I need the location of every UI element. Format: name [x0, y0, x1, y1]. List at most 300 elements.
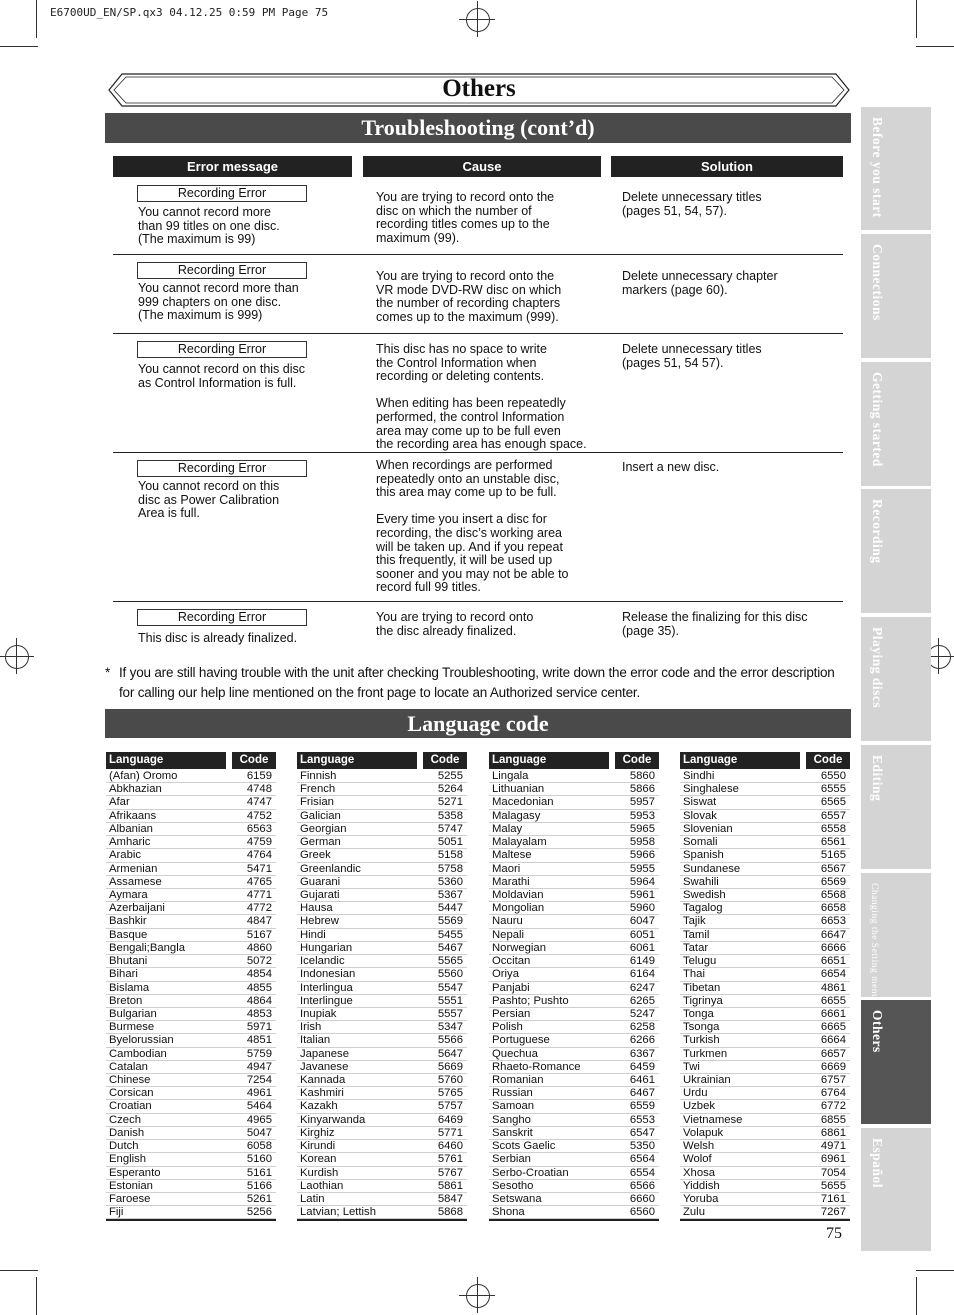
- language-name: Abkhazian: [109, 783, 162, 796]
- table-row: [489, 995, 659, 1008]
- language-name: Maltese: [492, 849, 532, 862]
- table-row: [680, 929, 850, 942]
- language-code-value: 5551: [437, 994, 463, 1007]
- table-row: [297, 955, 467, 968]
- side-tab-1[interactable]: [861, 234, 931, 358]
- language-name: Croatian: [109, 1100, 152, 1113]
- table-row: [106, 876, 276, 889]
- table-row: [106, 955, 276, 968]
- error-message-box: Recording Error: [137, 262, 307, 279]
- footnote: [105, 663, 850, 703]
- language-code-value: 5464: [246, 1100, 272, 1113]
- language-name: Czech: [109, 1113, 142, 1126]
- registration-mark-icon: [466, 1284, 490, 1308]
- language-name: Dutch: [109, 1140, 139, 1153]
- language-name: Wolof: [683, 1153, 712, 1166]
- language-code-value: 6555: [820, 783, 846, 796]
- language-code-value: 6560: [629, 1206, 655, 1219]
- error-description: This disc is already finalized.: [138, 631, 298, 645]
- table-row: [489, 1167, 659, 1180]
- language-code-value: 6047: [629, 915, 655, 928]
- language-name: Russian: [492, 1087, 533, 1100]
- language-name: Lithuanian: [492, 783, 545, 796]
- language-code-value: 6563: [246, 822, 272, 835]
- language-name: Gujarati: [300, 888, 340, 901]
- language-code-value: 7161: [820, 1193, 846, 1205]
- language-code-value: 4855: [246, 981, 272, 994]
- language-name: Javanese: [300, 1060, 349, 1073]
- table-row: [680, 982, 850, 995]
- language-name: Romanian: [492, 1074, 544, 1087]
- language-name: Malay: [492, 822, 523, 835]
- error-description: You cannot record on this disc as Control Information is full.: [138, 362, 306, 390]
- language-name: Interlingua: [300, 981, 353, 994]
- table-row: [297, 1153, 467, 1166]
- table-row: [113, 262, 843, 332]
- language-code-value: 5960: [629, 902, 655, 915]
- language-name: Telugu: [683, 955, 717, 968]
- language-name: Shona: [492, 1206, 525, 1219]
- language-code-value: 5761: [437, 1153, 463, 1166]
- solution-text: Delete unnecessary titles (pages 51, 54, 57).: [622, 190, 762, 218]
- language-code-value: 6772: [820, 1100, 846, 1113]
- language-name: Danish: [109, 1126, 145, 1139]
- language-name: Basque: [109, 928, 148, 941]
- language-name: Scots Gaelic: [492, 1140, 556, 1153]
- language-code-value: 5360: [437, 875, 463, 888]
- language-code-value: 6258: [629, 1021, 655, 1034]
- table-row: [680, 955, 850, 968]
- language-code-value: 6764: [820, 1087, 846, 1100]
- language-code-value: 6265: [629, 994, 655, 1007]
- table-row: [680, 849, 850, 862]
- language-name: Sesotho: [492, 1179, 534, 1192]
- language-name: Interlingue: [300, 994, 353, 1007]
- language-code-value: 5965: [629, 822, 655, 835]
- language-name: Uzbek: [683, 1100, 716, 1113]
- language-name: Fiji: [109, 1206, 124, 1219]
- table-row: [297, 929, 467, 942]
- language-name: Armenian: [109, 862, 158, 875]
- language-name: Sangho: [492, 1113, 531, 1126]
- language-code-value: 6647: [820, 928, 846, 941]
- language-name: Xhosa: [683, 1166, 716, 1179]
- table-row: [680, 1100, 850, 1113]
- side-tab-2[interactable]: [861, 362, 931, 486]
- language-name: Tajik: [683, 915, 706, 928]
- language-code-value: 5966: [629, 849, 655, 862]
- error-description: You cannot record more than 99 titles on one disc. (The maximum is 99): [138, 205, 280, 247]
- table-row: [106, 849, 276, 862]
- language-name: Urdu: [683, 1087, 708, 1100]
- language-code-value: 6557: [820, 809, 846, 822]
- language-code-value: 5158: [437, 849, 463, 862]
- language-code-value: 4847: [246, 915, 272, 928]
- table-row: [106, 783, 276, 796]
- language-code-value: 6568: [820, 888, 846, 901]
- language-name: Panjabi: [492, 981, 530, 994]
- table-row: [297, 836, 467, 849]
- cause-text: You are trying to record onto the disc on which the number of recording titles comes up to the maximum (99).: [376, 190, 555, 245]
- table-row: [113, 185, 843, 251]
- table-row: [680, 942, 850, 955]
- language-name: Laothian: [300, 1179, 344, 1192]
- table-row: [489, 783, 659, 796]
- language-code-value: 5958: [629, 836, 655, 849]
- table-row: [106, 929, 276, 942]
- table-row: [680, 1167, 850, 1180]
- language-code-value: 5255: [437, 770, 463, 782]
- language-code-value: 6550: [820, 770, 846, 782]
- title-banner: [108, 73, 850, 107]
- table-row: [297, 876, 467, 889]
- language-name: Norwegian: [492, 941, 547, 954]
- table-row: [297, 1087, 467, 1100]
- language-code-value: 6561: [820, 836, 846, 849]
- language-name: Guarani: [300, 875, 341, 888]
- language-name: Bhutani: [109, 955, 148, 968]
- language-code-value: 6566: [629, 1179, 655, 1192]
- language-code-value: 5866: [629, 783, 655, 796]
- language-code-value: 4752: [246, 809, 272, 822]
- language-name: Mongolian: [492, 902, 545, 915]
- language-code-value: 5471: [246, 862, 272, 875]
- table-row: [106, 1021, 276, 1034]
- side-tab-label: Others: [870, 1010, 885, 1053]
- table-row: [489, 1140, 659, 1153]
- table-row: [106, 1127, 276, 1140]
- language-code-value: 5961: [629, 888, 655, 901]
- table-row: [680, 1206, 850, 1219]
- language-code-value: 6459: [629, 1060, 655, 1073]
- language-name: Portuguese: [492, 1034, 550, 1047]
- table-row: [489, 1180, 659, 1193]
- table-row: [106, 1100, 276, 1113]
- language-code-value: 5957: [629, 796, 655, 809]
- language-name: Burmese: [109, 1021, 155, 1034]
- language-code-value: 5347: [437, 1021, 463, 1034]
- language-code-value: 5557: [437, 1007, 463, 1020]
- language-code-value: 5655: [820, 1179, 846, 1192]
- table-row: [489, 1008, 659, 1021]
- table-row: [489, 1021, 659, 1034]
- language-code-value: 6665: [820, 1021, 846, 1034]
- language-code-value: 6051: [629, 928, 655, 941]
- language-name: Kirundi: [300, 1140, 336, 1153]
- language-code-value: 5447: [437, 902, 463, 915]
- language-name: Persian: [492, 1007, 531, 1020]
- language-code-value: 5765: [437, 1087, 463, 1100]
- table-row: [106, 1034, 276, 1047]
- table-row: [297, 849, 467, 862]
- error-message-box: Recording Error: [137, 185, 307, 202]
- table-row: [106, 1140, 276, 1153]
- language-code-value: 4764: [246, 849, 272, 862]
- table-row: [680, 876, 850, 889]
- language-code-value: 6554: [629, 1166, 655, 1179]
- side-tab-6[interactable]: [861, 873, 931, 1000]
- language-code-value: 5868: [437, 1206, 463, 1219]
- side-tab-8[interactable]: [861, 1128, 931, 1251]
- language-code-value: 6558: [820, 822, 846, 835]
- language-code-value: 6567: [820, 862, 846, 875]
- language-code-value: 6469: [437, 1113, 463, 1126]
- language-name: Hebrew: [300, 915, 339, 928]
- language-name: Kinyarwanda: [300, 1113, 366, 1126]
- language-name: Yoruba: [683, 1193, 719, 1205]
- language-name: Rhaeto-Romance: [492, 1060, 581, 1073]
- language-name: Assamese: [109, 875, 162, 888]
- footnote-marker: *: [105, 665, 111, 680]
- language-code-value: 4864: [246, 994, 272, 1007]
- table-row: [489, 955, 659, 968]
- side-tab-0[interactable]: [861, 107, 931, 230]
- table-row: [680, 810, 850, 823]
- language-code-value: 6460: [437, 1140, 463, 1153]
- language-code-value: 4965: [246, 1113, 272, 1126]
- table-row: [680, 783, 850, 796]
- language-name: (Afan) Oromo: [109, 770, 178, 782]
- language-code-value: 5760: [437, 1074, 463, 1087]
- side-tab-7[interactable]: [861, 1000, 931, 1124]
- table-row: [680, 902, 850, 915]
- language-code-value: 6247: [629, 981, 655, 994]
- language-code-value: 5953: [629, 809, 655, 822]
- language-code-value: 6658: [820, 902, 846, 915]
- language-name: Faroese: [109, 1193, 151, 1205]
- language-code-value: 5771: [437, 1126, 463, 1139]
- language-name: Latvian; Lettish: [300, 1206, 376, 1219]
- table-row: [297, 1127, 467, 1140]
- table-row: [680, 1061, 850, 1074]
- language-name: Greenlandic: [300, 862, 361, 875]
- language-code-value: 6661: [820, 1007, 846, 1020]
- table-row: [297, 1021, 467, 1034]
- language-code-value: 7054: [820, 1166, 846, 1179]
- registration-mark-icon: [5, 645, 29, 669]
- language-code-value: 6149: [629, 955, 655, 968]
- language-name: Swahili: [683, 875, 719, 888]
- table-row: [297, 863, 467, 876]
- language-name: Tamil: [683, 928, 710, 941]
- language-code-value: 5167: [246, 928, 272, 941]
- table-row: [106, 823, 276, 836]
- table-row: [297, 889, 467, 902]
- column-header-cause: Cause: [363, 156, 601, 177]
- table-row: [680, 823, 850, 836]
- table-row: [489, 1114, 659, 1127]
- language-code-value: 6559: [629, 1100, 655, 1113]
- language-name: Breton: [109, 994, 143, 1007]
- language-name: Siswat: [683, 796, 717, 809]
- row-divider: [113, 333, 843, 334]
- language-code-value: 7254: [246, 1074, 272, 1087]
- crop-mark: [916, 0, 917, 38]
- table-row: [489, 1206, 659, 1219]
- language-name: Bihari: [109, 968, 138, 981]
- table-row: [680, 1180, 850, 1193]
- language-table-body: [489, 770, 659, 1221]
- row-divider: [113, 254, 843, 255]
- table-row: [297, 796, 467, 809]
- table-row: [297, 823, 467, 836]
- table-row: [106, 902, 276, 915]
- language-table: [489, 752, 659, 1221]
- language-code-value: 5165: [820, 849, 846, 862]
- table-row: [106, 1061, 276, 1074]
- table-row: [297, 915, 467, 928]
- language-name: Kurdish: [300, 1166, 339, 1179]
- table-row: [106, 1206, 276, 1219]
- table-row: [680, 1193, 850, 1206]
- table-row: [680, 836, 850, 849]
- table-row: [680, 1140, 850, 1153]
- table-row: [680, 889, 850, 902]
- language-name: Zulu: [683, 1206, 705, 1219]
- language-name: Sindhi: [683, 770, 715, 782]
- language-name: Inupiak: [300, 1007, 337, 1020]
- language-table-header: [489, 752, 659, 770]
- language-name: Bislama: [109, 981, 150, 994]
- language-name: Latin: [300, 1193, 325, 1205]
- troubleshooting-heading: Troubleshooting (cont’d): [105, 113, 851, 143]
- language-name: Azerbaijani: [109, 902, 165, 915]
- table-row: [297, 982, 467, 995]
- language-name: Galician: [300, 809, 341, 822]
- language-name: Tagalog: [683, 902, 723, 915]
- table-row: [297, 942, 467, 955]
- table-row: [680, 1021, 850, 1034]
- side-tab-label: Before you start: [870, 117, 885, 218]
- side-tab-5[interactable]: [861, 745, 931, 869]
- language-name: Estonian: [109, 1179, 153, 1192]
- language-name: Esperanto: [109, 1166, 161, 1179]
- code-header: Code: [806, 752, 850, 769]
- language-code-value: 5358: [437, 809, 463, 822]
- language-header: Language: [297, 752, 417, 769]
- table-row: [297, 968, 467, 981]
- language-code-value: 5160: [246, 1153, 272, 1166]
- column-header-solution: Solution: [611, 156, 843, 177]
- language-code-value: 5861: [437, 1179, 463, 1192]
- language-code-value: 5847: [437, 1193, 463, 1205]
- table-row: [113, 341, 843, 452]
- language-code-value: 6266: [629, 1034, 655, 1047]
- table-row: [680, 968, 850, 981]
- language-name: Vietnamese: [683, 1113, 743, 1126]
- language-table-header: [297, 752, 467, 770]
- row-divider: [113, 601, 843, 602]
- language-name: Singhalese: [683, 783, 739, 796]
- crop-mark: [0, 1270, 38, 1271]
- table-row: [489, 770, 659, 783]
- table-row: [489, 915, 659, 928]
- language-code-value: 4765: [246, 875, 272, 888]
- language-code-value: 6654: [820, 968, 846, 981]
- language-name: Marathi: [492, 875, 530, 888]
- table-row: [680, 1008, 850, 1021]
- language-code-value: 5467: [437, 941, 463, 954]
- language-name: Afrikaans: [109, 809, 157, 822]
- language-code-value: 5647: [437, 1047, 463, 1060]
- language-code-value: 5261: [246, 1193, 272, 1205]
- language-name: Samoan: [492, 1100, 535, 1113]
- table-row: [106, 1048, 276, 1061]
- table-row: [106, 863, 276, 876]
- language-name: Byelorussian: [109, 1034, 174, 1047]
- table-row: [489, 1193, 659, 1206]
- code-header: Code: [423, 752, 467, 769]
- language-code-value: 5367: [437, 888, 463, 901]
- language-code-value: 6367: [629, 1047, 655, 1060]
- table-row: [489, 876, 659, 889]
- side-tab-4[interactable]: [861, 617, 931, 741]
- table-row: [297, 1048, 467, 1061]
- error-description: You cannot record more than 999 chapters on one disc. (The maximum is 999): [138, 281, 299, 323]
- table-row: [680, 1153, 850, 1166]
- language-name: Tsonga: [683, 1021, 720, 1034]
- crop-mark: [916, 46, 954, 47]
- solution-text: Insert a new disc.: [622, 460, 720, 474]
- side-tab-3[interactable]: [861, 489, 931, 613]
- language-name: Lingala: [492, 770, 529, 782]
- language-code-value: 5565: [437, 955, 463, 968]
- table-row: [106, 796, 276, 809]
- language-code-value: 4861: [820, 981, 846, 994]
- language-code-value: 4772: [246, 902, 272, 915]
- cause-text: You are trying to record onto the disc already finalized.: [376, 610, 534, 638]
- language-code-heading: Language code: [105, 709, 851, 738]
- table-row: [680, 1048, 850, 1061]
- language-name: French: [300, 783, 336, 796]
- language-name: English: [109, 1153, 147, 1166]
- language-name: Malagasy: [492, 809, 541, 822]
- language-code-value: 4947: [246, 1060, 272, 1073]
- table-row: [489, 1087, 659, 1100]
- table-row: [106, 1074, 276, 1087]
- table-row: [489, 1034, 659, 1047]
- language-code-value: 5161: [246, 1166, 272, 1179]
- side-tab-label: Changing the Setting menu: [869, 883, 879, 1000]
- language-code-value: 6855: [820, 1113, 846, 1126]
- language-name: Setswana: [492, 1193, 542, 1205]
- table-row: [106, 836, 276, 849]
- language-table-header: [680, 752, 850, 770]
- page-title: Others: [442, 75, 516, 102]
- language-name: Moldavian: [492, 888, 544, 901]
- language-code-value: 5072: [246, 955, 272, 968]
- language-table: [680, 752, 850, 1221]
- language-name: Kashmiri: [300, 1087, 344, 1100]
- table-row: [489, 849, 659, 862]
- language-name: Afar: [109, 796, 130, 809]
- table-row: [489, 1061, 659, 1074]
- registration-mark-icon: [466, 8, 490, 32]
- language-code-value: 5758: [437, 862, 463, 875]
- language-name: Albanian: [109, 822, 153, 835]
- language-name: Japanese: [300, 1047, 349, 1060]
- page-number: 75: [826, 1225, 842, 1242]
- table-row: [680, 770, 850, 783]
- table-row: [680, 796, 850, 809]
- language-name: Bulgarian: [109, 1007, 157, 1020]
- error-message-box: Recording Error: [137, 460, 307, 477]
- language-table: [297, 752, 467, 1221]
- language-code-value: 5047: [246, 1126, 272, 1139]
- language-name: Yiddish: [683, 1179, 720, 1192]
- language-name: Thai: [683, 968, 705, 981]
- language-code-value: 4860: [246, 941, 272, 954]
